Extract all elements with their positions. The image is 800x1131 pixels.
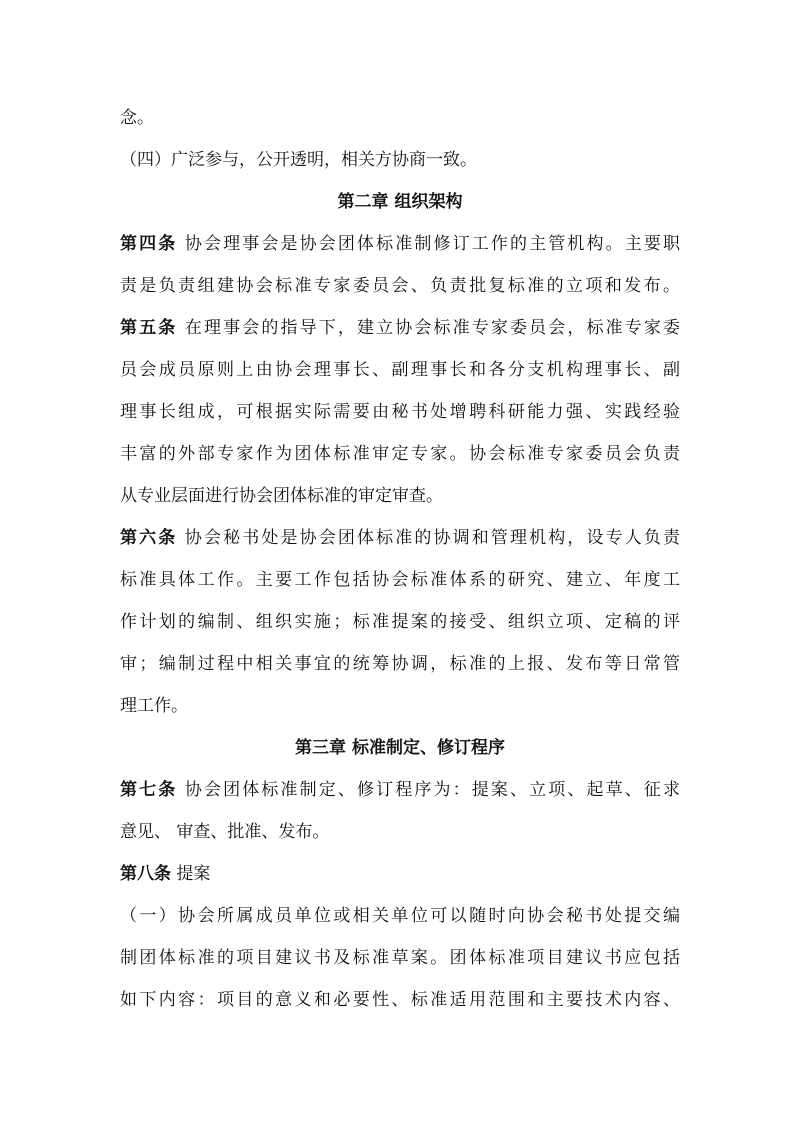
article-7-line: 第七条 协会团体标准制定、修订程序为：提案、立项、起草、征求: [120, 780, 680, 800]
paragraph-line: （四）广泛参与，公开透明，相关方协商一致。: [120, 150, 477, 170]
article-6-line: 标准具体工作。主要工作包括协会标准体系的研究、建立、年度工: [120, 570, 680, 590]
article-5-line: 从专业层面进行协会团体标准的审定审查。: [120, 486, 443, 506]
article-4-label: 第四条: [120, 234, 178, 254]
article-6-line: 审；编制过程中相关事宜的统筹协调，标准的上报、发布等日常管: [120, 654, 680, 674]
article-7-label: 第七条: [120, 780, 178, 800]
article-5-line: 丰富的外部专家作为团体标准审定专家。协会标准专家委员会负责: [120, 444, 680, 464]
article-5-line: 第五条 在理事会的指导下，建立协会标准专家委员会，标准专家委: [120, 318, 680, 338]
article-6-label: 第六条: [120, 528, 178, 548]
article-5-line: 理事长组成，可根据实际需要由秘书处增聘科研能力强、实践经验: [120, 402, 680, 422]
subclause-1-line: （一）协会所属成员单位或相关单位可以随时向协会秘书处提交编: [120, 906, 680, 926]
subclause-1-line: 制团体标准的项目建议书及标准草案。团体标准项目建议书应包括: [120, 948, 680, 968]
article-6-line: 作计划的编制、组织实施；标准提案的接受、组织立项、定稿的评: [120, 612, 680, 632]
article-7-line: 意见、 审查、批准、发布。: [120, 822, 330, 842]
paragraph-line: 念。: [120, 108, 154, 128]
article-5-label: 第五条: [120, 318, 178, 338]
article-6-line: 理工作。: [120, 696, 188, 716]
article-8-line: 第八条 提案: [120, 864, 211, 884]
article-4-line: 责是负责组建协会标准专家委员会、负责批复标准的立项和发布。: [120, 276, 680, 296]
article-5-line: 员会成员原则上由协会理事长、副理事长和各分支机构理事长、副: [120, 360, 680, 380]
subclause-1-line: 如下内容：项目的意义和必要性、标准适用范围和主要技术内容、: [120, 990, 680, 1010]
article-4-line: 第四条 协会理事会是协会团体标准制修订工作的主管机构。主要职: [120, 234, 680, 254]
article-8-label: 第八条: [120, 864, 171, 884]
chapter-2-heading: 第二章 组织架构: [337, 192, 463, 212]
article-6-line: 第六条 协会秘书处是协会团体标准的协调和管理机构，设专人负责: [120, 528, 680, 548]
chapter-3-heading: 第三章 标准制定、修订程序: [295, 738, 505, 758]
